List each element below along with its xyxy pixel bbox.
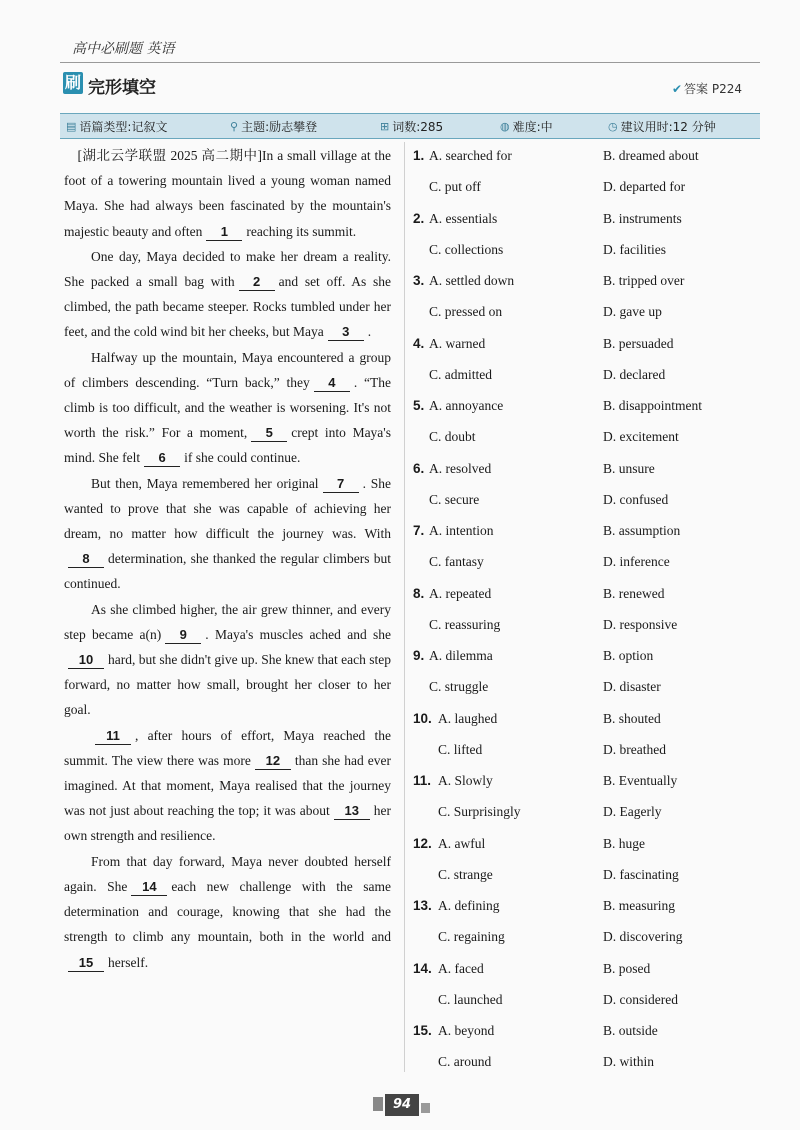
blank-9[interactable]: 9 [165, 627, 201, 644]
question-number: 7. [413, 523, 425, 538]
blank-6[interactable]: 6 [144, 450, 180, 467]
passage-text: crept into Maya's mind. She felt [64, 425, 391, 466]
option-a[interactable]: A. resolved [429, 460, 492, 476]
option-b[interactable]: B. posed [603, 960, 651, 976]
question-5 [413, 393, 758, 456]
question-number: 2. [413, 210, 425, 226]
question-number: 11. [413, 773, 432, 788]
option-a[interactable]: A. repeated [429, 585, 492, 601]
question-9 [413, 643, 758, 706]
option-c[interactable]: C. put off [429, 179, 481, 194]
blank-3[interactable]: 3 [328, 324, 364, 341]
option-a[interactable]: A. laughed [438, 710, 498, 726]
option-b[interactable]: B. outside [603, 1023, 658, 1038]
question-14 [413, 956, 758, 1019]
info-genre [66, 118, 167, 135]
answer-reference [672, 80, 742, 97]
info-difficulty [500, 118, 553, 135]
option-b[interactable]: B. option [603, 648, 654, 663]
option-d[interactable]: D. facilities [603, 241, 666, 257]
question-8 [413, 581, 758, 644]
passage-text: . “The climb is too difficult, and the weather is worsening. It's not worth the risk.” For a moment, [64, 374, 391, 441]
search-icon: ⚲ [230, 119, 239, 133]
blank-7[interactable]: 7 [323, 476, 359, 493]
option-d[interactable]: D. excitement [603, 429, 679, 444]
passage-text: her own strength and resilience. [64, 803, 391, 844]
passage-text: From that day forward, Maya never doubted herself again. She [64, 853, 391, 894]
option-b[interactable]: B. dreamed about [603, 148, 699, 163]
passage-text: , after hours of effort, Maya reached the summit. The view there was more [64, 727, 391, 768]
passage-text: . She wanted to prove that she was capable of achieving her dream, no matter how difficult the journey was. With [64, 475, 391, 542]
passage-text: if she could continue. [184, 450, 301, 466]
blank-8[interactable]: 8 [68, 551, 104, 568]
option-c[interactable]: C. lifted [438, 741, 483, 757]
question-12 [413, 831, 758, 894]
column-divider [404, 142, 405, 1072]
option-a[interactable]: A. dilemma [429, 648, 493, 663]
cloze-passage [64, 143, 391, 975]
passage-text: One day, Maya decided to make her dream a reality. She packed a small bag with [64, 248, 391, 290]
option-d[interactable]: D. gave up [603, 304, 662, 319]
option-d[interactable]: D. within [603, 1054, 655, 1069]
option-c[interactable]: C. fantasy [429, 554, 484, 569]
passage-text: Halfway up the mountain, Maya encountered a group of climbers descending. “Turn back,” they [64, 349, 391, 390]
option-d[interactable]: D. disaster [603, 679, 661, 694]
passage-text: and set off. As she climbed, the path became steeper. Rocks tumbled under her feet, and the cold wind bit her cheeks, but Maya [64, 274, 391, 340]
passage-text: In a small village at the foot of a towering mountain lived a young woman named Maya. She had always been fascinated by the mountain's majestic beauty and often [64, 148, 391, 239]
option-a[interactable]: A. annoyance [429, 398, 504, 413]
option-b[interactable]: B. huge [603, 835, 645, 851]
page-number: 94 [385, 1094, 419, 1116]
option-d[interactable]: D. departed for [603, 179, 686, 194]
info-genre-text: 语篇类型:记叙文 [79, 119, 168, 134]
passage-paragraph [64, 849, 391, 975]
question-number: 6. [413, 460, 425, 476]
question-10 [413, 706, 758, 769]
info-time-text: 建议用时:12 分钟 [620, 119, 716, 134]
passage-paragraph [64, 244, 391, 345]
question-number: 15. [413, 1023, 432, 1038]
info-theme [230, 118, 317, 135]
section-title: 完形填空 [88, 78, 156, 98]
question-3 [413, 268, 758, 331]
passage-paragraph [64, 143, 391, 244]
option-a[interactable]: A. warned [429, 335, 486, 351]
question-number: 10. [413, 710, 432, 726]
option-b[interactable]: B. unsure [603, 460, 655, 476]
option-b[interactable]: B. assumption [603, 523, 681, 538]
blank-1[interactable]: 1 [206, 224, 242, 241]
blank-14[interactable]: 14 [131, 879, 167, 896]
options-list [413, 143, 758, 1081]
question-15 [413, 1018, 758, 1081]
option-b[interactable]: B. disappointment [603, 398, 702, 413]
info-wordcount-text: 词数:285 [392, 119, 444, 134]
blank-13[interactable]: 13 [334, 803, 370, 820]
question-4 [413, 331, 758, 394]
blank-10[interactable]: 10 [68, 652, 104, 669]
option-d[interactable]: D. discovering [603, 929, 683, 944]
option-b[interactable]: B. renewed [603, 585, 665, 601]
info-time [608, 118, 716, 135]
option-a[interactable]: A. searched for [429, 148, 512, 163]
header-divider [60, 62, 760, 63]
info-bar [60, 113, 760, 139]
question-number: 9. [413, 648, 425, 663]
question-number: 4. [413, 335, 425, 351]
option-a[interactable]: A. defining [438, 898, 500, 913]
passage-source: [湖北云学联盟 2025 高二期中] [77, 148, 263, 163]
check-icon: ✔ [671, 82, 683, 96]
question-number: 8. [413, 585, 425, 601]
option-c[interactable]: C. around [438, 1054, 492, 1069]
info-theme-text: 主题:励志攀登 [241, 119, 318, 134]
count-icon: ⊞ [380, 119, 390, 133]
option-c[interactable]: C. Surprisingly [438, 804, 521, 819]
passage-text: than she had ever imagined. At that moment, Maya realised that the journey was not just about reaching the top; it was about [64, 752, 391, 819]
option-d[interactable]: D. fascinating [603, 866, 679, 882]
question-number: 13. [413, 898, 432, 913]
passage-text: . [367, 324, 372, 340]
answer-reference-text: 答案 P224 [684, 82, 742, 96]
question-6 [413, 456, 758, 519]
option-c[interactable]: C. launched [438, 991, 503, 1007]
page-decoration [421, 1103, 430, 1113]
page-decoration [373, 1097, 383, 1111]
option-b[interactable]: B. measuring [603, 898, 675, 913]
passage-text: each new challenge with the same determination and courage, knowing that she had the strength to climb any mountain, both in the world and [64, 878, 391, 945]
option-d[interactable]: D. Eagerly [603, 804, 662, 819]
option-c[interactable]: C. admitted [429, 366, 492, 382]
option-d[interactable]: D. confused [603, 491, 669, 507]
question-number: 5. [413, 398, 425, 413]
option-c[interactable]: C. struggle [429, 679, 489, 694]
question-number: 14. [413, 960, 432, 976]
option-a[interactable]: A. awful [438, 835, 486, 851]
difficulty-icon: ◍ [500, 119, 510, 133]
document-icon: ▤ [66, 119, 77, 133]
option-c[interactable]: C. doubt [429, 429, 476, 444]
question-number: 1. [413, 148, 425, 163]
passage-text: herself. [108, 954, 149, 970]
option-d[interactable]: D. considered [603, 991, 678, 1007]
passage-text: hard, but she didn't give up. She knew that each step forward, no matter how small, brought her closer to her goal. [64, 652, 391, 718]
blank-2[interactable]: 2 [239, 274, 275, 291]
option-c[interactable]: C. reassuring [429, 616, 501, 632]
option-d[interactable]: D. breathed [603, 741, 666, 757]
passage-paragraph [64, 597, 391, 723]
blank-12[interactable]: 12 [255, 753, 291, 770]
option-a[interactable]: A. settled down [429, 273, 515, 288]
blank-5[interactable]: 5 [251, 425, 287, 442]
question-7 [413, 518, 758, 581]
passage-text: . Maya's muscles ached and she [205, 626, 391, 642]
passage-text: As she climbed higher, the air grew thinner, and every step became a(n) [64, 601, 391, 642]
passage-text: But then, Maya remembered her original [91, 475, 319, 491]
option-b[interactable]: B. Eventually [603, 773, 678, 788]
option-c[interactable]: C. strange [438, 866, 493, 882]
info-wordcount [380, 118, 443, 135]
option-a[interactable]: A. faced [438, 960, 484, 976]
option-b[interactable]: B. instruments [603, 210, 682, 226]
option-a[interactable]: A. intention [429, 523, 494, 538]
passage-paragraph [64, 723, 391, 849]
passage-text: reaching its summit. [246, 223, 357, 239]
clock-icon: ◷ [608, 119, 618, 133]
info-difficulty-text: 难度:中 [512, 119, 553, 134]
option-c[interactable]: C. secure [429, 491, 480, 507]
option-d[interactable]: D. inference [603, 554, 670, 569]
question-number: 3. [413, 273, 425, 288]
option-a[interactable]: A. beyond [438, 1023, 495, 1038]
option-b[interactable]: B. shouted [603, 710, 661, 726]
option-c[interactable]: C. pressed on [429, 304, 503, 319]
passage-paragraph [64, 345, 391, 471]
question-1 [413, 143, 758, 206]
book-title: 高中必刷题 英语 [72, 41, 175, 57]
option-c[interactable]: C. collections [429, 241, 504, 257]
blank-15[interactable]: 15 [68, 955, 104, 972]
passage-text: determination, she thanked the regular climbers but continued. [64, 551, 391, 592]
option-d[interactable]: D. declared [603, 366, 666, 382]
option-c[interactable]: C. regaining [438, 929, 505, 944]
blank-11[interactable]: 11 [95, 728, 131, 745]
option-d[interactable]: D. responsive [603, 616, 678, 632]
blank-4[interactable]: 4 [314, 375, 350, 392]
section-mark-icon: 刷 [64, 73, 81, 92]
passage-paragraph [64, 471, 391, 597]
option-b[interactable]: B. persuaded [603, 335, 674, 351]
question-number: 12. [413, 835, 432, 851]
question-13 [413, 893, 758, 956]
option-a[interactable]: A. essentials [429, 210, 498, 226]
option-a[interactable]: A. Slowly [438, 773, 493, 788]
question-11 [413, 768, 758, 831]
question-2 [413, 206, 758, 269]
option-b[interactable]: B. tripped over [603, 273, 685, 288]
